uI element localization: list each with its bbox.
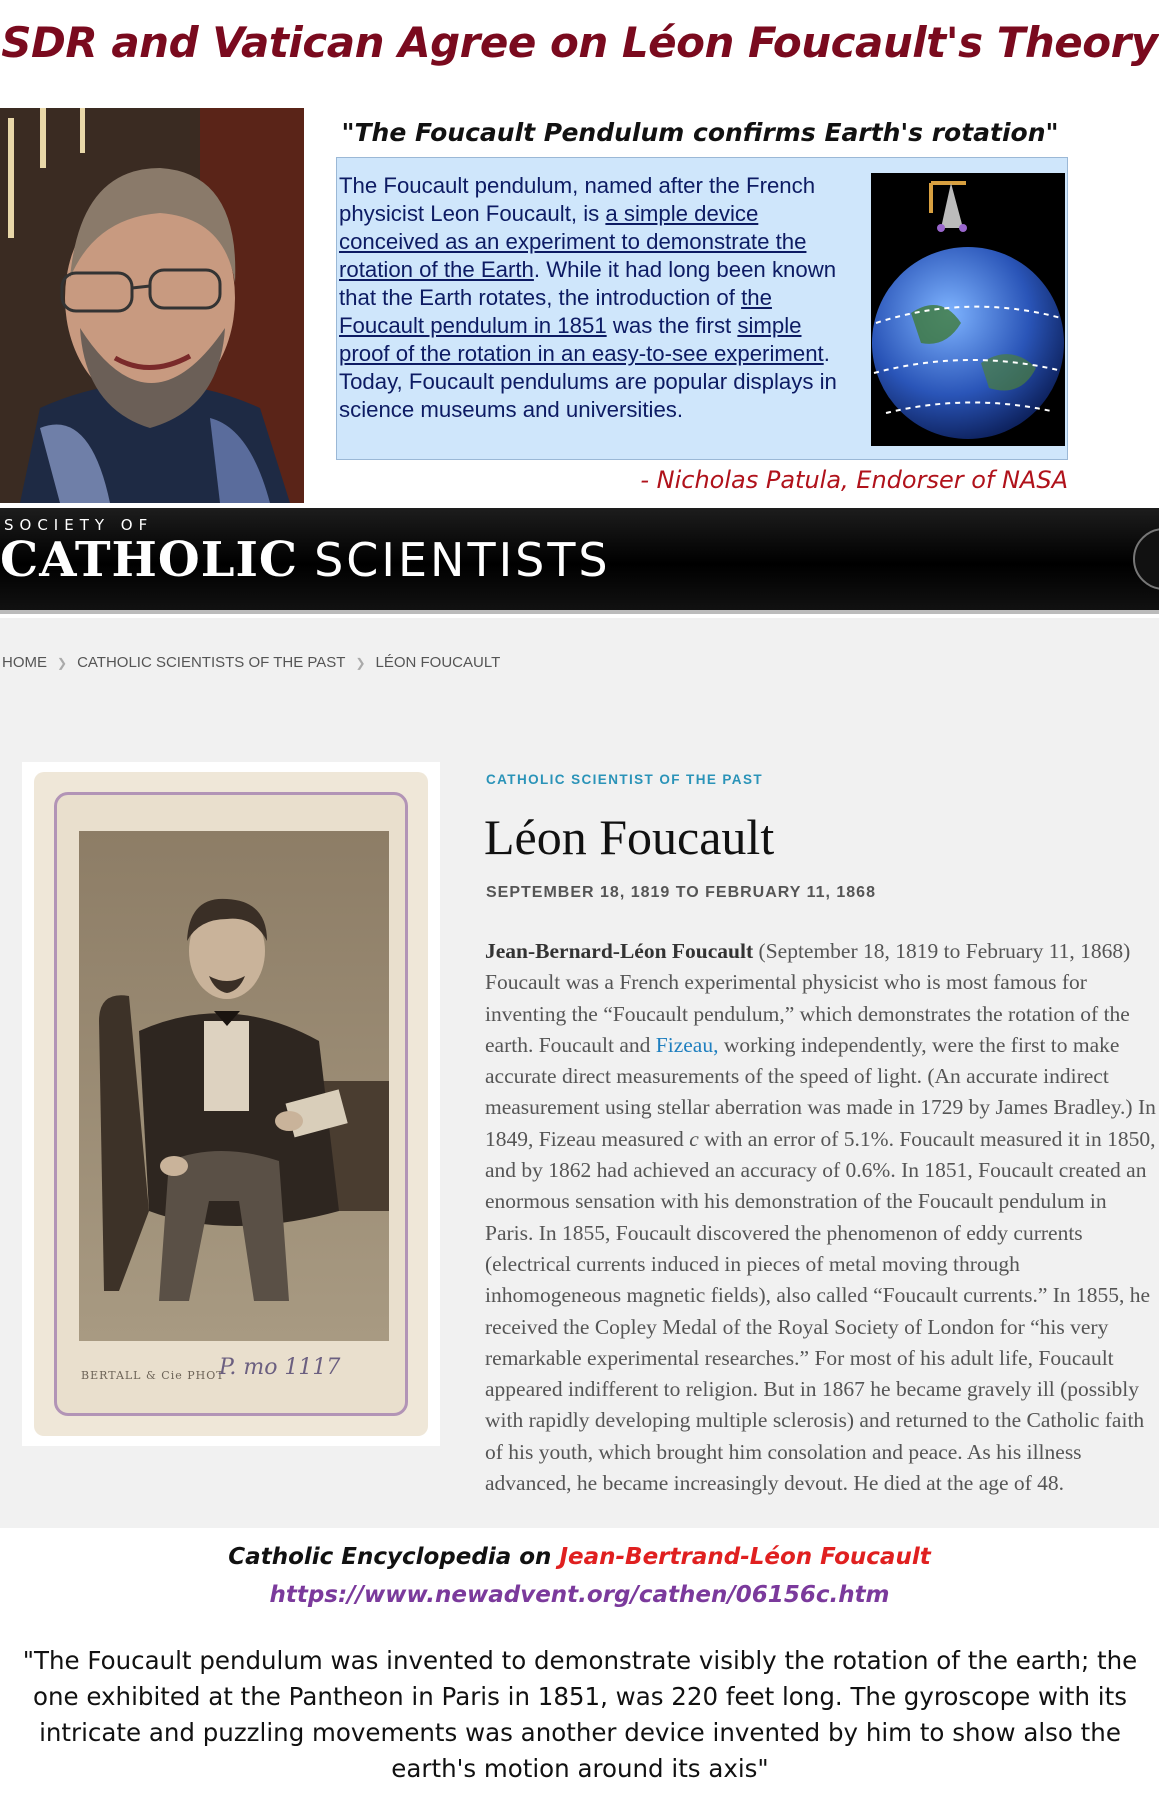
nasa-quote-segment: . While it had long been known that the Earth rotates, the introduction of: [339, 257, 837, 310]
article-body: [485, 936, 1157, 1499]
banner-small-text: SOCIETY OF: [4, 516, 154, 534]
encyclopedia-quote: "The Foucault pendulum was invented to demonstrate visibly the rotation of the earth; the one exhibited at the Pantheon in Paris in 1851, was 220 feet long. The gyroscope with its intricate and puzzling movements was another device invented by him to show also the earth's motion around its axis": [22, 1646, 1138, 1783]
bio-c-symbol: c: [689, 1126, 699, 1151]
article-kicker: CATHOLIC SCIENTIST OF THE PAST: [486, 772, 763, 787]
encyclopedia-prefix: Catholic Encyclopedia on: [228, 1544, 560, 1570]
quote-title: "The Foucault Pendulum confirms Earth's rotation": [341, 118, 1059, 147]
photo-studio-caption: BERTALL & Cie PHOT: [81, 1369, 225, 1382]
nasa-quote-segment: was the first: [606, 313, 738, 338]
breadcrumb: [2, 654, 500, 671]
carte-de-visite: [34, 772, 428, 1436]
article-title: Léon Foucault: [484, 809, 775, 865]
photo-border: [54, 792, 408, 1416]
breadcrumb-chevron-icon: ❯: [57, 656, 68, 670]
foucault-photo-frame: [22, 762, 440, 1446]
nasa-quote-underlined: a simple device conceived as an experiment to demonstrate the rotation of the Earth: [339, 201, 807, 282]
fizeau-link[interactable]: Fizeau,: [655, 1032, 719, 1057]
article-dates: SEPTEMBER 18, 1819 TO FEBRUARY 11, 1868: [486, 884, 876, 901]
encyclopedia-url[interactable]: https://www.newadvent.org/cathen/06156c.htm: [269, 1582, 890, 1608]
headline: SDR and Vatican Agree on Léon Foucault's Theory: [1, 18, 1158, 67]
nasa-quote-segment: . Today, Foucault pendulums are popular displays in science museums and universities.: [339, 341, 837, 422]
menu-circle-icon[interactable]: [1133, 528, 1159, 590]
nasa-quote-box: [336, 157, 1068, 460]
bio-text: (September 18, 1819 to February 11, 1868) Foucault was a French experimental physicist who is most famous for inventing the “Foucault pendulum,” which demonstrates the rotation of the earth. Foucault and: [485, 939, 1131, 1057]
encyclopedia-heading: [0, 1544, 1159, 1570]
portrait-photo: [0, 108, 304, 503]
bio-text: with an error of 5.1%. Foucault measured it in 1850, and by 1862 had achieved an accuracy of 0.6%. In 1851, Foucault created an enormous sensation with his demonstration of the Foucault pendulum in Paris. In 1855, Foucault discovered the phenomenon of eddy currents (electrical currents induced in pieces of metal moving through inhomogeneous magnetic fields), also called “Foucault currents.” In 1855, he received the Copley Medal of the Royal Society of London for “his very remarkable experimental researches.” For most of his adult life, Foucault appeared indifferent to religion. But in 1867 he became gravely ill (possibly with rapidly developing multiple sclerosis) and returned to the Catholic faith of his youth, which brought him consolation and peace. As his illness advanced, he became increasingly devout. He died at the age of 48.: [485, 1126, 1156, 1496]
bio-text: working independently, were the first to make accurate direct measurements of the speed of light. (An accurate indirect measurement using stellar aberration was made in 1729 by James Bradley.) In 1849, Fizeau measured: [485, 1032, 1156, 1151]
earth-pendulum-image: [871, 173, 1065, 446]
nasa-quote-segment: The Foucault pendulum, named after the French physicist Leon Foucault, is: [339, 173, 816, 226]
breadcrumb-scientists-of-the-past[interactable]: CATHOLIC SCIENTISTS OF THE PAST: [77, 654, 346, 671]
nasa-quote-underlined: the Foucault pendulum in 1851: [339, 285, 772, 338]
bio-name: Jean-Bernard-Léon Foucault: [485, 939, 754, 963]
banner-title-bold: CATHOLIC: [0, 532, 299, 588]
society-banner: [0, 508, 1159, 614]
breadcrumb-current: LÉON FOUCAULT: [375, 654, 501, 671]
banner-title-light: SCIENTISTS: [314, 533, 611, 587]
breadcrumb-home[interactable]: HOME: [2, 654, 47, 671]
encyclopedia-subject: Jean-Bertrand-Léon Foucault: [559, 1544, 931, 1570]
banner-title: [0, 532, 611, 588]
nasa-quote-text: [339, 172, 857, 424]
photo-handwritten-note: P. mo 1117: [219, 1355, 341, 1380]
foucault-portrait: [79, 831, 389, 1341]
quote-attribution: - Nicholas Patula, Endorser of NASA: [640, 466, 1068, 494]
nasa-quote-underlined: simple proof of the rotation in an easy-to-see experiment: [339, 313, 824, 366]
breadcrumb-chevron-icon: ❯: [355, 656, 366, 670]
